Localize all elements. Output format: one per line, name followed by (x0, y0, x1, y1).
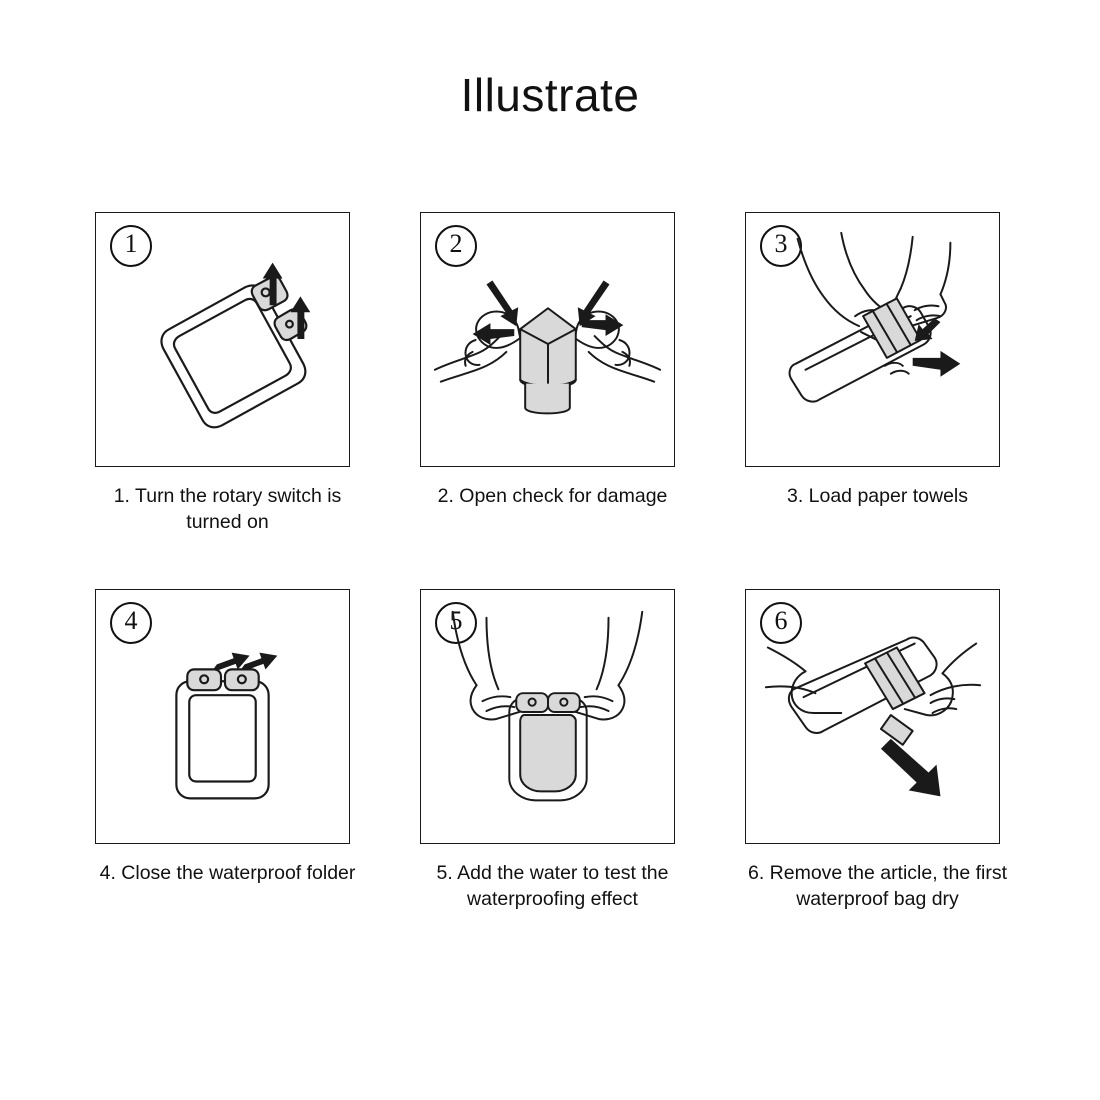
step-illustration-5 (421, 590, 674, 843)
step-caption-1: 1. Turn the rotary switch is turned on (113, 485, 342, 534)
step-illustration-2 (421, 213, 674, 466)
page-title: Illustrate (460, 69, 640, 121)
step-illustration-1 (96, 213, 349, 466)
step-number-badge-1: 1 (110, 225, 152, 267)
step-number-badge-5: 5 (435, 602, 477, 644)
step-number-badge-2: 2 (435, 225, 477, 267)
step-caption-5: 5. Add the water to test the waterproofing effect (436, 862, 669, 911)
step-illustration-3 (746, 213, 999, 466)
step-image-frame-6 (745, 589, 1000, 844)
grid-spacer (360, 212, 420, 537)
step-caption-4: 4. Close the waterproof folder (99, 862, 356, 884)
step-caption-2: 2. Open check for damage (437, 485, 668, 507)
step-number-badge-6: 6 (760, 602, 802, 644)
step-image-frame-3 (745, 212, 1000, 467)
grid-spacer (685, 589, 745, 914)
step-card-6 (745, 589, 1010, 914)
step-image-frame-4 (95, 589, 350, 844)
step-number-badge-3: 3 (760, 225, 802, 267)
step-image-frame-5 (420, 589, 675, 844)
step-image-frame-1 (95, 212, 350, 467)
steps-grid (95, 212, 1025, 914)
step-number-badge-4: 4 (110, 602, 152, 644)
step-caption-6: 6. Remove the article, the first waterproof bag dry (747, 862, 1008, 911)
step-caption-3: 3. Load paper towels (786, 485, 969, 507)
step-image-frame-2 (420, 212, 675, 467)
grid-spacer (360, 589, 420, 914)
step-card-3 (745, 212, 1010, 537)
grid-spacer (685, 212, 745, 537)
step-card-2 (420, 212, 685, 537)
step-card-4 (95, 589, 360, 914)
step-card-5 (420, 589, 685, 914)
step-card-1 (95, 212, 360, 537)
step-illustration-6 (746, 590, 999, 843)
step-illustration-4 (96, 590, 349, 843)
